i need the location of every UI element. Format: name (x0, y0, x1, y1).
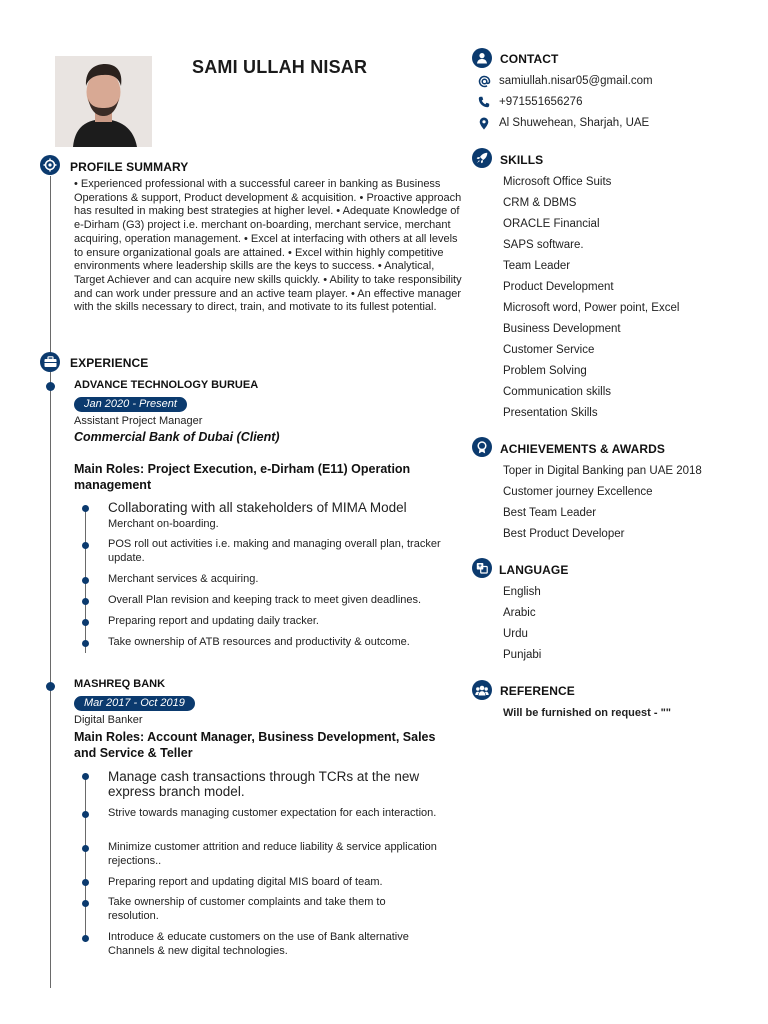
bullet-item: Introduce & educate customers on the use of Bank alternative Channels & new digital technologies. (108, 931, 409, 957)
bullet-dot (82, 879, 89, 886)
achievement-item: Toper in Digital Banking pan UAE 2018 (503, 465, 702, 477)
briefcase-icon (40, 352, 60, 372)
person-photo-icon (55, 56, 152, 147)
bullet-item: Merchant services & acquiring. (108, 573, 259, 585)
bullet-item: Take ownership of customer complaints and take them to resolution. (108, 896, 386, 922)
timeline-dot (46, 682, 55, 691)
bullet-item: Preparing report and updating daily tracker. (108, 615, 319, 627)
group-icon (472, 680, 492, 700)
skill-item: Microsoft Office Suits (503, 176, 612, 188)
skill-item: ORACLE Financial (503, 218, 600, 230)
award-icon (472, 437, 492, 457)
rocket-icon (472, 148, 492, 168)
date-badge: Mar 2017 - Oct 2019 (74, 696, 195, 711)
bullet-dot (82, 619, 89, 626)
achievement-item: Best Product Developer (503, 528, 625, 540)
language-icon (472, 558, 492, 578)
bullet-dot (82, 845, 89, 852)
reference-title: REFERENCE (500, 684, 575, 698)
achievement-item: Best Team Leader (503, 507, 597, 519)
skill-item: Microsoft word, Power point, Excel (503, 302, 680, 314)
achievement-item: Customer journey Excellence (503, 486, 653, 498)
bullet-dot (82, 542, 89, 549)
main-roles-text: Main Roles: Account Manager, Business Development, Sales and Service & Teller (74, 730, 436, 760)
contact-phone[interactable]: +971551656276 (499, 96, 583, 108)
bullet-item: Minimize customer attrition and reduce liability & service application rejections.. (108, 841, 437, 867)
bullet-item: Strive towards managing customer expectation for each interaction. (108, 807, 437, 819)
phone-icon (477, 95, 491, 109)
profile-summary-title: PROFILE SUMMARY (70, 160, 189, 174)
skills-title: SKILLS (500, 153, 544, 167)
skill-item: Product Development (503, 281, 614, 293)
bullet-dot (82, 935, 89, 942)
company-name: ADVANCE TECHNOLOGY BURUEA (74, 379, 259, 391)
language-item: Punjabi (503, 649, 542, 661)
bullet-item: POS roll out activities i.e. making and managing overall plan, tracker update. (108, 538, 441, 564)
main-roles-text: Main Roles: Project Execution, e-Dirham (E11) Operation management (74, 462, 411, 492)
language-item: Arabic (503, 607, 536, 619)
bullet-dot (82, 577, 89, 584)
location-pin-icon (477, 116, 491, 130)
target-icon (40, 155, 60, 175)
bullet-item: Manage cash transactions through TCRs at the new express branch model. (108, 769, 420, 799)
left-timeline-line (50, 176, 51, 988)
bullet-dot (82, 811, 89, 818)
skill-item: Presentation Skills (503, 407, 598, 419)
bullet-dot (82, 598, 89, 605)
contact-title: CONTACT (500, 52, 559, 66)
skill-item: Customer Service (503, 344, 595, 356)
bullet-item: Preparing report and updating digital MIS board of team. (108, 876, 383, 888)
skill-item: Communication skills (503, 386, 612, 398)
contact-email[interactable]: samiullah.nisar05@gmail.com (499, 75, 653, 87)
bullet-dot (82, 773, 89, 780)
achievements-title: ACHIEVEMENTS & AWARDS (500, 442, 666, 456)
at-sign-icon (477, 74, 491, 88)
profile-summary-text: • Experienced professional with a successful career in banking as Business Operations & support, Product development & acquisition. • Proactive approach has resulted in making best strategies at higher level. • Adequate Knowledge of e-Dirham (G3) project i.e. merchant on-boarding, merchant service, merchant acquiring, operation management. • Excel at interfacing with others at all levels to ensure organizational goals are attained. • Excel within highly competitive environments where leadership skills are the keys to success. • Analytical, Target Achiever and can acquire new skills quickly. • Ability to take responsibility and can work under pressure and an active team player. • An effective manager with the skills necessary to direct, train, and motivate to its fullest potential. (74, 178, 462, 314)
skill-item: Team Leader (503, 260, 571, 272)
bullet-item: Collaborating with all stakeholders of MIMA Model Merchant on-boarding. (108, 500, 407, 530)
skill-item: Business Development (503, 323, 621, 335)
timeline-dot (46, 382, 55, 391)
reference-text: Will be furnished on request - "" (503, 707, 672, 719)
company-name: MASHREQ BANK (74, 678, 166, 690)
experience-title: EXPERIENCE (70, 356, 149, 370)
job-role: Digital Banker (74, 714, 143, 726)
skill-item: Problem Solving (503, 365, 587, 377)
user-icon (472, 48, 492, 68)
profile-photo (55, 56, 152, 147)
bullet-item: Take ownership of ATB resources and productivity & outcome. (108, 636, 410, 648)
candidate-name: SAMI ULLAH NISAR (192, 57, 368, 77)
date-badge: Jan 2020 - Present (74, 397, 187, 412)
language-item: English (503, 586, 541, 598)
bullet-dot (82, 505, 89, 512)
bullet-dot (82, 900, 89, 907)
bullet-item: Overall Plan revision and keeping track to meet given deadlines. (108, 594, 422, 606)
job-role: Assistant Project Manager (74, 415, 203, 427)
skill-item: SAPS software. (503, 239, 584, 251)
language-title: LANGUAGE (499, 563, 569, 577)
contact-address: Al Shuwehean, Sharjah, UAE (499, 117, 650, 129)
language-item: Urdu (503, 628, 528, 640)
bullet-dot (82, 640, 89, 647)
bullet-timeline-line (85, 774, 86, 942)
job-client: Commercial Bank of Dubai (Client) (74, 430, 280, 444)
skill-item: CRM & DBMS (503, 197, 577, 209)
